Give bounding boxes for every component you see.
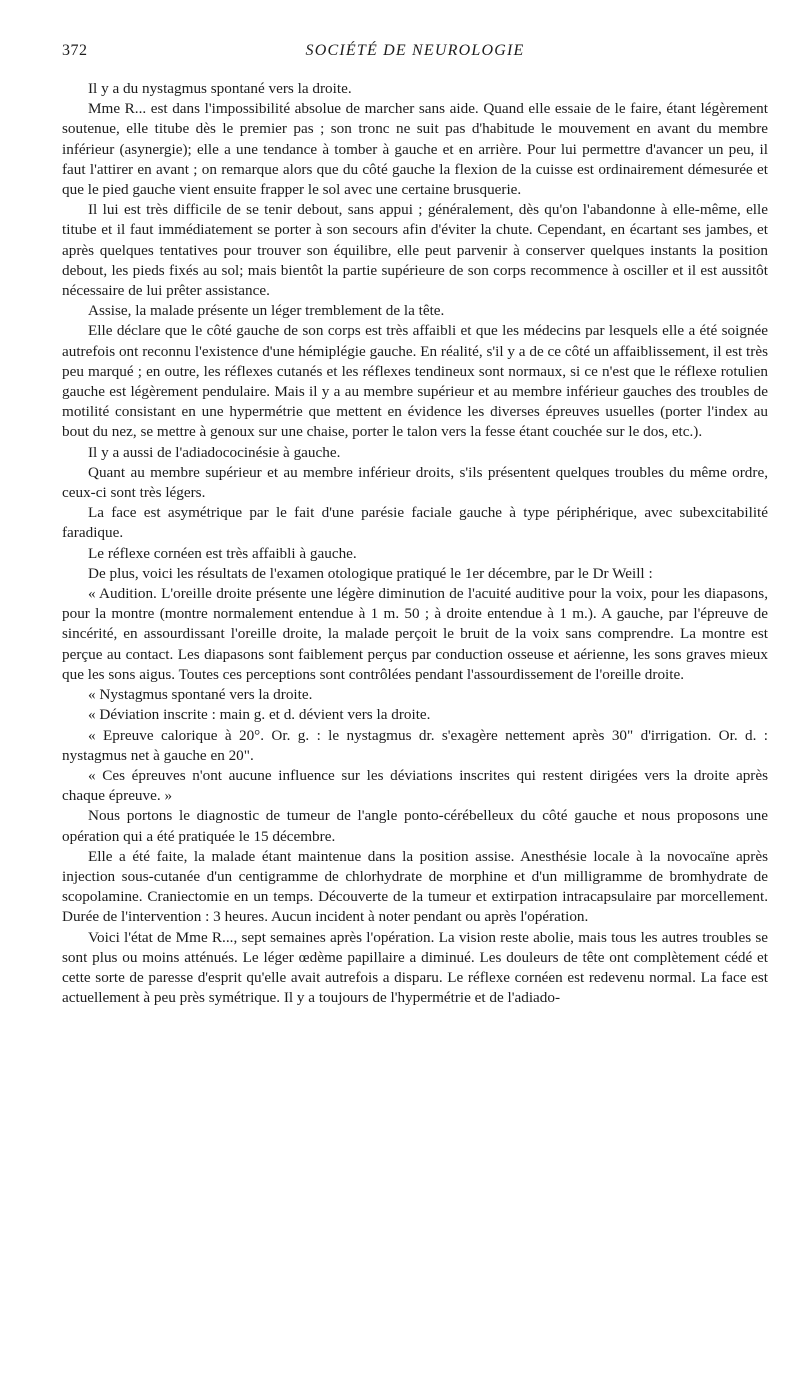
page-number: 372 [62, 42, 88, 59]
paragraph: Nous portons le diagnostic de tumeur de l'angle ponto-cérébelleux du côté gauche et nous proposons une opération qui a été pratiquée le 15 décembre. [62, 807, 768, 845]
body-text [62, 79, 768, 1008]
paragraph: « Epreuve calorique à 20°. Or. g. : le nystagmus dr. s'exagère nettement après 30" d'irrigation. Or. d. : nystagmus net à gauche en 20". [62, 726, 768, 764]
paragraph: Quant au membre supérieur et au membre inférieur droits, s'ils présentent quelques troubles du même ordre, ceux-ci sont très légers. [62, 463, 768, 502]
running-title: SOCIÉTÉ DE NEUROLOGIE [305, 42, 525, 59]
paragraph: Elle déclare que le côté gauche de son corps est très affaibli et que les médecins par lesquels elle a été soignée autrefois ont reconnu l'existence d'une hémiplégie gauche. En réalité, s'il y a de ce côté un affaiblissement, il est très peu marqué ; en outre, les réflexes cutanés et les réflexes tendineux sont normaux, si ce n'est que le réflexe rotulien gauche est légèrement pendulaire. Mais il y a au membre supérieur et au membre inférieur gauches des troubles de motilité consistant en une hypermétrie que mettent en évidence les diverses épreuves usuelles (porter l'index au bout du nez, se mettre à genoux sur une chaise, porter le talon vers la fesse étant couchée sur le dos, etc.). [62, 322, 768, 441]
paragraph: Elle a été faite, la malade étant maintenue dans la position assise. Anesthésie locale à la novocaïne après injection sous-cutanée d'un centigramme de chlorhydrate de morphine et d'un milligramme de bromhydrate de scopolamine. Craniectomie en un temps. Découverte de la tumeur et extirpation intracapsulaire par morcellement. Durée de l'intervention : 3 heures. Aucun incident à noter pendant ou après l'opération. [62, 847, 768, 926]
paragraph: De plus, voici les résultats de l'examen otologique pratiqué le 1er décembre, par le Dr Weill : [88, 564, 653, 582]
paragraph: La face est asymétrique par le fait d'une parésie faciale gauche à type périphérique, avec subexcitabilité faradique. [62, 504, 768, 542]
paragraph: Mme R... est dans l'impossibilité absolue de marcher sans aide. Quand elle essaie de le faire, étant légèrement soutenue, elle titube dès le premier pas ; son tronc ne suit pas d'habitude le mouvement en avant du membre inférieur (asynergie); elle a une tendance à tomber à gauche et en arrière. Pour lui permettre d'avancer un peu, il faut l'attirer en avant ; on remarque alors que du côté gauche la flexion de la cuisse est ordinairement démesurée et que le pied gauche vient ensuite frapper le sol avec une certaine brusquerie. [62, 100, 768, 199]
paragraph: « Ces épreuves n'ont aucune influence sur les déviations inscrites qui restent dirigées vers la droite après chaque épreuve. » [62, 766, 768, 805]
paragraph: « Déviation inscrite : main g. et d. dévient vers la droite. [88, 706, 431, 724]
paragraph: Il y a du nystagmus spontané vers la droite. [88, 80, 352, 97]
paragraph: « Nystagmus spontané vers la droite. [88, 686, 313, 704]
paragraph: Il lui est très difficile de se tenir debout, sans appui ; généralement, dès qu'on l'abandonne à elle-même, elle titube et il faut immédiatement se porter à son secours afin d'éviter la chute. Cependant, en écartant ses jambes, et après quelques tentatives pour trouver son équilibre, elle peut parvenir à conserver quelques instants la position debout, les pieds fixés au sol; mais bientôt la partie supérieure de son corps recommence à osciller et il est aussitôt nécessaire de lui prêter assistance. [62, 201, 768, 300]
paragraph: Assise, la malade présente un léger tremblement de la tête. [88, 302, 445, 320]
paragraph: Il y a aussi de l'adiadococinésie à gauche. [88, 443, 341, 461]
paragraph: Voici l'état de Mme R..., sept semaines après l'opération. La vision reste abolie, mais tous les autres troubles se sont plus ou moins atténués. Le léger œdème papillaire a diminué. Les douleurs de tête ont complètement cédé et cette sorte de paresse d'esprit qu'elle avait autrefois a disparu. Le réflexe cornéen est redevenu normal. La face est actuellement à peu près symétrique. Il y a toujours de l'hypermétrie et de l'adiado- [62, 928, 768, 1007]
page-header [62, 42, 768, 68]
paragraph: Le réflexe cornéen est très affaibli à gauche. [88, 544, 357, 562]
paragraph: « Audition. L'oreille droite présente une légère diminution de l'acuité auditive pour la voix, pour les diapasons, pour la montre (montre normalement entendue à 1 m. 50 ; à droite entendue à 1 m.). A gauche, par l'épreuve de sincérité, en assourdissant l'oreille droite, la malade perçoit le bruit de la voix sans comprendre. La montre est perçue au contact. Les diapasons sont faiblement perçus par conduction osseuse et aérienne, les sons graves mieux que les sons aigus. Toutes ces perceptions sont contrôlées pendant l'assourdissement de l'oreille droite. [62, 585, 768, 683]
